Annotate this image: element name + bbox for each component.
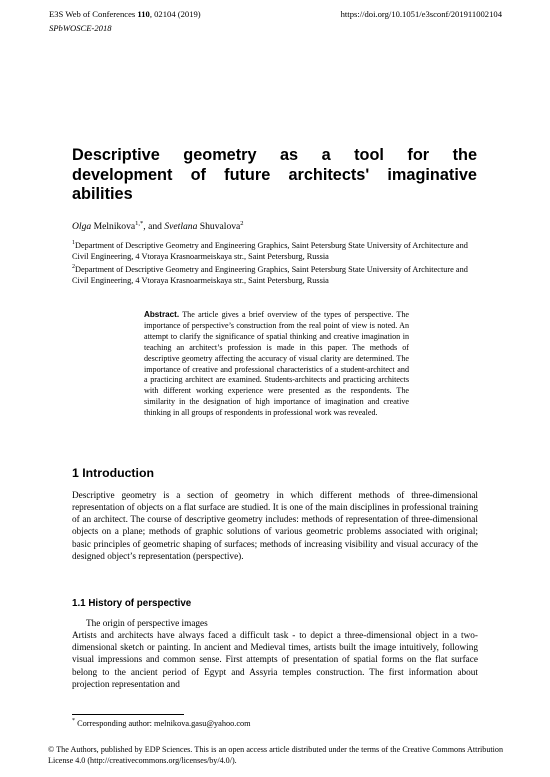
title-line-2: development of future architects' imaginative — [72, 165, 477, 184]
affiliation-1-text: Department of Descriptive Geometry and Engineering Graphics, Saint Petersburg State University of Architecture and Civil Engineering, 4 Vtoraya Krasnoarmeiskaya str., Saint Petersburg, Russia — [72, 240, 468, 262]
title-line-3: abilities — [72, 185, 133, 204]
article-number-year: , 02104 (2019) — [149, 9, 201, 19]
affiliation-1-marker: 1 — [72, 240, 75, 246]
history-paragraph: Artists and architects have always faced a difficult task - to depict a three-dimensional object in a two-dimensional sketch or painting. In ancient and Medieval times, artists built the image intuitively, following visual impressions and common sense. First attempts of presentation of spatial forms on the flat surface belong to the ancient period of Egypt and Assyria temples construction. The first information about projection representation and — [72, 631, 478, 690]
journal-volume: 110 — [137, 9, 150, 19]
affiliations — [72, 238, 482, 287]
title-line-1: Descriptive geometry as a tool for the — [72, 146, 477, 164]
author-1-affil-marker: 1,* — [135, 220, 144, 227]
affiliation-1 — [72, 238, 482, 262]
footnote — [72, 718, 251, 728]
section-heading-introduction: 1 Introduction — [72, 466, 154, 480]
abstract-label: Abstract. — [144, 310, 180, 319]
affiliation-2 — [72, 262, 482, 286]
author-2-last-name: Shuvalova — [197, 221, 241, 233]
doi-link[interactable]: https://doi.org/10.1051/e3sconf/201911002104 — [340, 9, 502, 19]
author-separator: , and — [143, 221, 165, 233]
subsection-heading-history: 1.1 History of perspective — [72, 598, 192, 609]
footnote-divider — [72, 714, 184, 715]
introduction-paragraph: Descriptive geometry is a section of geometry in which different methods of three-dimensional representation of objects on a flat surface are studied. It is one of the main disciplines in professional training of an architect. The course of descriptive geometry includes: methods of representation of three-dimensional objects on a plane; methods of graphic solutions of various geometric problems associated with original; basic principles of geometric shaping of surfaces; methods of increasing visibility and visual accuracy of the designed object’s representation (perspective). — [72, 491, 478, 562]
footnote-marker: * — [72, 718, 75, 724]
author-2-first-name: Svetlana — [164, 221, 198, 233]
affiliation-2-text: Department of Descriptive Geometry and Engineering Graphics, Saint Petersburg State University of Architecture and Civil Engineering, 4 Vtoraya Krasnoarmeiskaya str., Saint Petersburg, Russia — [72, 265, 468, 286]
paper-title — [72, 146, 477, 205]
conference-name: SPbWOSCE-2018 — [49, 23, 112, 33]
running-header-journal — [49, 9, 201, 20]
affiliation-2-marker: 2 — [72, 264, 75, 271]
history-body — [72, 618, 478, 691]
author-list — [72, 220, 244, 232]
history-subhead: The origin of perspective images — [86, 619, 208, 629]
author-2-affil-marker: 2 — [240, 220, 244, 227]
license-notice: © The Authors, published by EDP Sciences. This is an open access article distributed under the terms of the Creative Commons Attribution License 4.0 (http://creativecommons.org/licenses/by/4.0/). — [48, 745, 503, 765]
author-1-last-name: Melnikova — [91, 221, 136, 233]
abstract — [144, 310, 409, 419]
abstract-text: The article gives a brief overview of the types of perspective. The importance of perspective’s construction from the real point of view is noted. An attempt to clarify the significance of spatial thinking and creative imagination in teaching an architect’s profession is made in this paper. The methods of descriptive geometry affecting the accuracy of visual clarity are determined. The importance of creative and professional characteristics of a student-architect and a practicing architect are examined. Students-architects and practicing architects with different working experience were presented as the respondents. The similarity in the designation of high importance of imagination and creative thinking in all groups of respondents in professional work was revealed. — [144, 310, 409, 418]
footnote-text: Corresponding author: melnikova.gasu@yahoo.com — [75, 718, 251, 728]
author-1-first-name: Olga — [72, 221, 92, 233]
journal-name: E3S Web of Conferences — [49, 9, 138, 19]
